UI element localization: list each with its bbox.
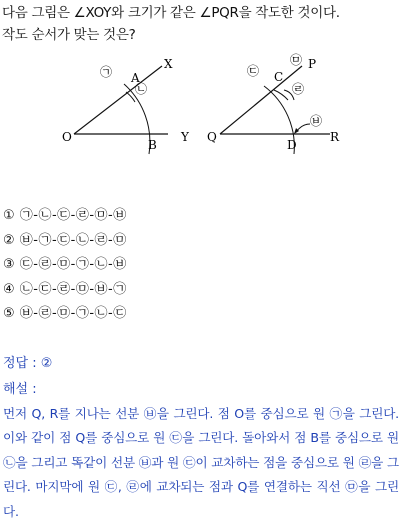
label-circled-3: ㉢	[247, 64, 260, 78]
label-r: R	[330, 130, 340, 144]
construction-diagram	[40, 48, 360, 158]
angle-xoy-figure	[62, 57, 190, 154]
answer-text: 정답 : ②	[3, 356, 53, 371]
question-line-2: 작도 순서가 맞는 것은?	[2, 27, 136, 43]
option-1[interactable]: ① ㉠-㉡-㉢-㉣-㉤-㉥	[3, 208, 127, 223]
angle-pqr-figure	[207, 53, 340, 154]
solution-text: 먼저 Q, R를 지나는 선분 ㉥을 그린다. 점 O를 중심으로 원 ㉠을 그린다. 이와 같이 점 Q를 중심으로 원 ㉢을 그린다. 돌아와서 점 B를 중심으로 원 ㉡을 그리고 똑같이 선분 ㉥과 원 ㉢이 교차하는 점을 중심으로 원 ㉣을 그린다. 마지막에 원 ㉢, ㉣에 교차되는 점과 Q를 연결하는 직선 ㉤을 그린다.	[3, 406, 399, 519]
label-c: C	[274, 70, 284, 84]
question-text	[2, 2, 398, 46]
label-circled-2: ㉡	[135, 82, 148, 96]
label-circled-1: ㉠	[100, 65, 113, 79]
label-x: X	[164, 57, 173, 71]
label-circled-5: ㉤	[290, 53, 303, 67]
arc-circle-2	[126, 92, 135, 102]
label-o: O	[62, 130, 72, 144]
label-circled-6: ㉥	[310, 114, 323, 128]
label-a: A	[131, 71, 140, 85]
solution-title: 해설 :	[3, 382, 37, 397]
label-q: Q	[207, 130, 217, 144]
label-circled-4: ㉣	[292, 82, 305, 96]
option-3[interactable]: ③ ㉢-㉣-㉤-㉠-㉡-㉥	[3, 257, 127, 273]
option-5[interactable]: ⑤ ㉥-㉣-㉤-㉠-㉡-㉢	[3, 306, 127, 322]
label-y: Y	[181, 130, 189, 144]
option-2[interactable]: ② ㉥-㉠-㉢-㉡-㉣-㉤	[3, 232, 127, 248]
arc-circle-4	[274, 90, 288, 100]
label-d: D	[287, 138, 297, 152]
label-p: P	[308, 57, 317, 71]
option-4[interactable]: ④ ㉡-㉢-㉣-㉤-㉥-㉠	[3, 281, 127, 297]
question-line-1: 다음 그림은 ∠XOY와 크기가 같은 ∠PQR을 작도한 것이다.	[2, 5, 340, 21]
options-list	[3, 204, 127, 327]
label-b: B	[148, 138, 157, 152]
